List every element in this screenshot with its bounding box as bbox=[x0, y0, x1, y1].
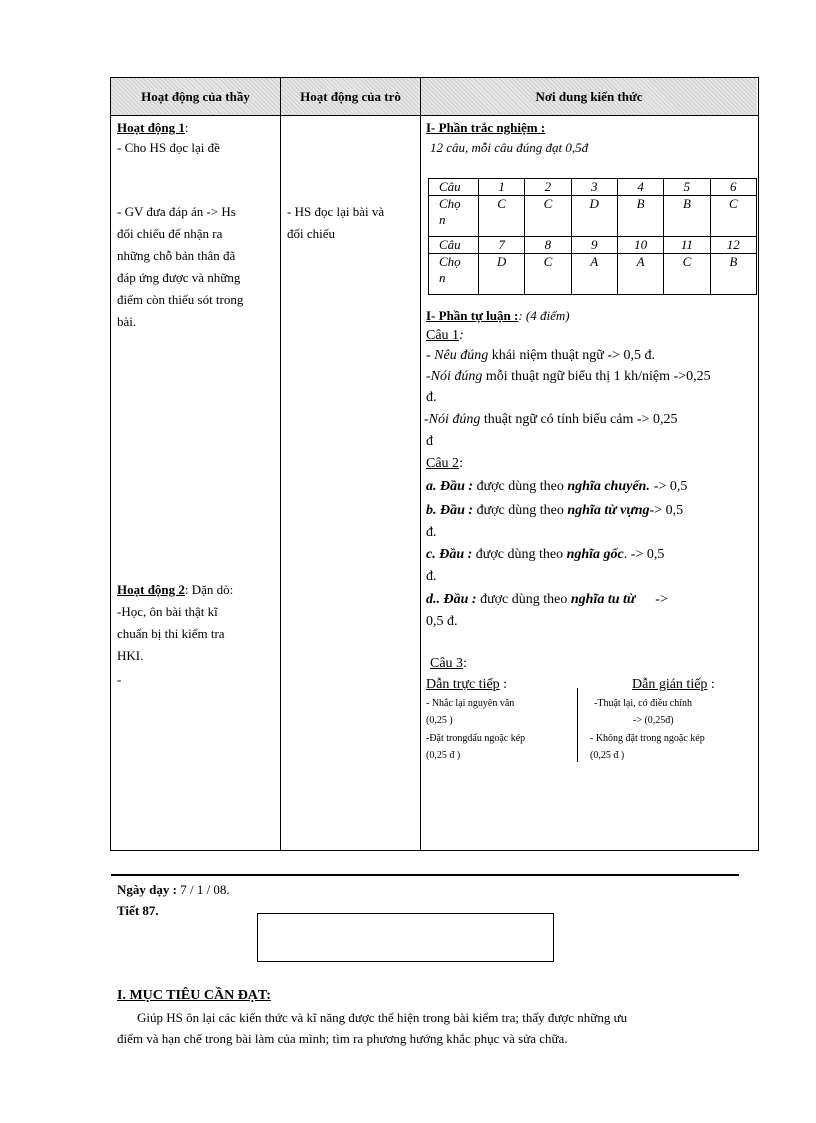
answer-cell: Câu bbox=[429, 179, 479, 196]
activity-2-rest: : Dặn dò: bbox=[184, 582, 234, 597]
answer-cell: D bbox=[571, 196, 617, 237]
q2-d-mid: được dùng theo bbox=[476, 592, 571, 607]
q2-b-key: nghĩa từ vựng bbox=[567, 503, 650, 518]
teacher-line: -Học, ôn bài thật kĩ bbox=[117, 604, 218, 619]
answer-cell: 8 bbox=[525, 237, 571, 254]
q2-answer bbox=[426, 592, 668, 608]
q3-divider bbox=[577, 688, 578, 762]
q2-d-key: nghĩa tu từ bbox=[570, 592, 636, 607]
q1-line bbox=[426, 369, 711, 385]
q1-l3-em: -Nói đúng bbox=[424, 412, 481, 427]
direct-colon: : bbox=[499, 677, 508, 692]
q2-a-pre: a. Đầu : bbox=[426, 479, 474, 494]
answer-cell: B bbox=[617, 196, 663, 237]
q2-a-mid: được dùng theo bbox=[473, 479, 568, 494]
answer-cell bbox=[429, 254, 479, 295]
answer-cell: A bbox=[617, 254, 663, 295]
q2-d-pre: d.. Đầu : bbox=[426, 592, 477, 607]
answer-cell: 2 bbox=[525, 179, 571, 196]
q2-c-pre: c. Đầu : bbox=[426, 547, 473, 562]
activity-1-title: Hoạt động 1 bbox=[117, 120, 185, 135]
answer-cell: 9 bbox=[571, 237, 617, 254]
activity-1-colon: : bbox=[184, 120, 189, 135]
teacher-line: đối chiếu để nhận ra bbox=[117, 226, 223, 241]
q1-line-cont: đ bbox=[426, 434, 433, 449]
answer-key-table bbox=[428, 178, 757, 295]
teacher-line: những chỗ bản thân đã bbox=[117, 248, 236, 263]
teaching-date bbox=[117, 882, 230, 898]
q2-answer bbox=[426, 547, 664, 563]
answer-cell: 5 bbox=[664, 179, 710, 196]
answer-row bbox=[429, 254, 757, 295]
q3-heading bbox=[430, 656, 467, 672]
q1-l1-em: - Nêu đúng bbox=[426, 348, 489, 363]
title-box bbox=[257, 913, 554, 962]
direct-line: (0,25 đ ) bbox=[426, 750, 461, 761]
activity-2-heading bbox=[117, 582, 233, 598]
answer-cell: Câu bbox=[429, 237, 479, 254]
answer-label: n bbox=[439, 270, 446, 285]
answer-cell: C bbox=[525, 196, 571, 237]
student-line: - HS đọc lại bài và bbox=[287, 204, 385, 219]
direct-line: (0,25 ) bbox=[426, 715, 453, 726]
header-divider bbox=[110, 115, 758, 116]
date-value: 7 / 1 / 08. bbox=[176, 882, 230, 897]
indirect-colon: : bbox=[707, 677, 715, 692]
q1-l2-text: mỗi thuật ngữ biểu thị 1 kh/niệm ->0,25 bbox=[482, 369, 711, 384]
answer-cell: C bbox=[710, 196, 756, 237]
part2-title: I- Phần tự luận : bbox=[426, 308, 519, 323]
answer-label: n bbox=[439, 212, 446, 227]
q1-line-cont: đ. bbox=[426, 390, 437, 405]
answer-cell: 6 bbox=[710, 179, 756, 196]
q1-l1-text: khái niệm thuật ngữ -> 0,5 đ. bbox=[488, 348, 655, 363]
answer-row bbox=[429, 237, 757, 254]
q1-line bbox=[424, 412, 677, 428]
direct-line: - Nhắc lại nguyên văn bbox=[426, 698, 515, 709]
answer-cell: 12 bbox=[710, 237, 756, 254]
answer-cell: D bbox=[478, 254, 524, 295]
answer-cell: C bbox=[525, 254, 571, 295]
date-label: Ngày dạy : bbox=[117, 882, 177, 897]
objective-title: I. MỤC TIÊU CẦN ĐẠT: bbox=[117, 988, 271, 1003]
direct-title: Dẫn trực tiếp bbox=[426, 677, 500, 692]
q2-answer bbox=[426, 479, 687, 495]
q2-a-end: -> 0,5 bbox=[653, 479, 688, 494]
q2-c-end: . -> 0,5 bbox=[623, 547, 665, 562]
teacher-line: điểm còn thiếu sót trong bbox=[117, 292, 244, 307]
teacher-line: - GV đưa đáp án -> Hs bbox=[117, 204, 236, 219]
teacher-line: chuẩn bị thi kiểm tra bbox=[117, 626, 225, 641]
part2-note: : (4 điểm) bbox=[518, 308, 570, 323]
answer-cell: C bbox=[664, 254, 710, 295]
col-divider-1 bbox=[280, 77, 281, 850]
answer-label: Chọ bbox=[439, 254, 461, 269]
answer-cell: A bbox=[571, 254, 617, 295]
answer-cell: C bbox=[478, 196, 524, 237]
indirect-title: Dẫn gián tiếp bbox=[632, 677, 708, 692]
q2-answer-cont: đ. bbox=[426, 525, 437, 540]
q2-colon: : bbox=[459, 456, 463, 471]
direct-heading bbox=[426, 677, 507, 693]
indirect-line: - Không đặt trong ngoặc kép bbox=[590, 733, 705, 744]
indirect-line: -Thuật lại, có điều chỉnh bbox=[594, 698, 693, 709]
part2-heading bbox=[426, 308, 570, 324]
q2-c-key: nghĩa gốc bbox=[566, 547, 624, 562]
q2-title: Câu 2 bbox=[426, 456, 460, 471]
answer-label: Chọ bbox=[439, 196, 461, 211]
teacher-dash: - bbox=[117, 672, 122, 687]
indirect-line: -> (0,25đ) bbox=[633, 715, 674, 726]
objective-line: Giúp HS ôn lại các kiến thức và kĩ năng được thể hiện trong bài kiểm tra; thấy được những ưu bbox=[137, 1010, 628, 1025]
student-line: đối chiếu bbox=[287, 226, 336, 241]
answer-cell: B bbox=[664, 196, 710, 237]
q1-line bbox=[426, 348, 655, 364]
teacher-line: đáp ứng được và những bbox=[117, 270, 241, 285]
q2-a-key: nghĩa chuyển. bbox=[567, 479, 650, 494]
answer-cell: 1 bbox=[478, 179, 524, 196]
answer-cell bbox=[429, 196, 479, 237]
q2-answer bbox=[426, 503, 683, 519]
indirect-heading bbox=[632, 677, 715, 693]
q1-l2-em: -Nói đúng bbox=[426, 369, 483, 384]
teacher-line: - Cho HS đọc lại đề bbox=[117, 140, 220, 155]
q1-l3-text: thuật ngữ có tính biểu cảm -> 0,25 bbox=[480, 412, 678, 427]
q2-answer-cont: 0,5 đ. bbox=[426, 614, 458, 629]
answer-cell: B bbox=[710, 254, 756, 295]
answer-cell: 11 bbox=[664, 237, 710, 254]
answer-row bbox=[429, 179, 757, 196]
q2-d-end: -> bbox=[655, 592, 668, 607]
answer-cell: 4 bbox=[617, 179, 663, 196]
activity-1-heading bbox=[117, 120, 189, 136]
q2-answer-cont: đ. bbox=[426, 569, 437, 584]
header-student: Hoạt động của trò bbox=[300, 88, 401, 104]
q2-heading bbox=[426, 456, 463, 472]
part1-title: I- Phần trắc nghiệm : bbox=[426, 120, 546, 135]
answer-cell: 3 bbox=[571, 179, 617, 196]
footer-rule bbox=[111, 874, 739, 876]
period-label: Tiết 87. bbox=[117, 903, 159, 918]
objective-line: điểm và hạn chế trong bài làm của mình; tìm ra phương hướng khắc phục và sửa chữa. bbox=[117, 1031, 568, 1046]
q1-title: Câu 1 bbox=[426, 328, 460, 343]
q2-c-mid: được dùng theo bbox=[472, 547, 567, 562]
answer-row bbox=[429, 196, 757, 237]
teacher-line: HKI. bbox=[117, 648, 144, 663]
header-teacher: Hoạt động của thầy bbox=[141, 88, 250, 104]
indirect-line: (0,25 đ ) bbox=[590, 750, 625, 761]
teacher-line: bài. bbox=[117, 314, 137, 329]
header-content: Nơi dung kiến thức bbox=[535, 88, 643, 104]
q1-colon: : bbox=[459, 328, 464, 343]
answer-cell: 7 bbox=[478, 237, 524, 254]
q3-colon: : bbox=[463, 656, 467, 671]
answer-cell: 10 bbox=[617, 237, 663, 254]
q1-heading bbox=[426, 328, 464, 344]
direct-line: -Đặt trongdấu ngoặc kép bbox=[426, 733, 526, 744]
part1-note: 12 câu, mỗi câu đúng đạt 0,5đ bbox=[430, 140, 589, 155]
q2-b-pre: b. Đầu : bbox=[426, 503, 474, 518]
q2-b-end: -> 0,5 bbox=[649, 503, 684, 518]
col-divider-2 bbox=[420, 77, 421, 850]
q3-title: Câu 3 bbox=[430, 656, 464, 671]
q2-b-mid: được dùng theo bbox=[473, 503, 568, 518]
activity-2-title: Hoạt động 2 bbox=[117, 582, 185, 597]
